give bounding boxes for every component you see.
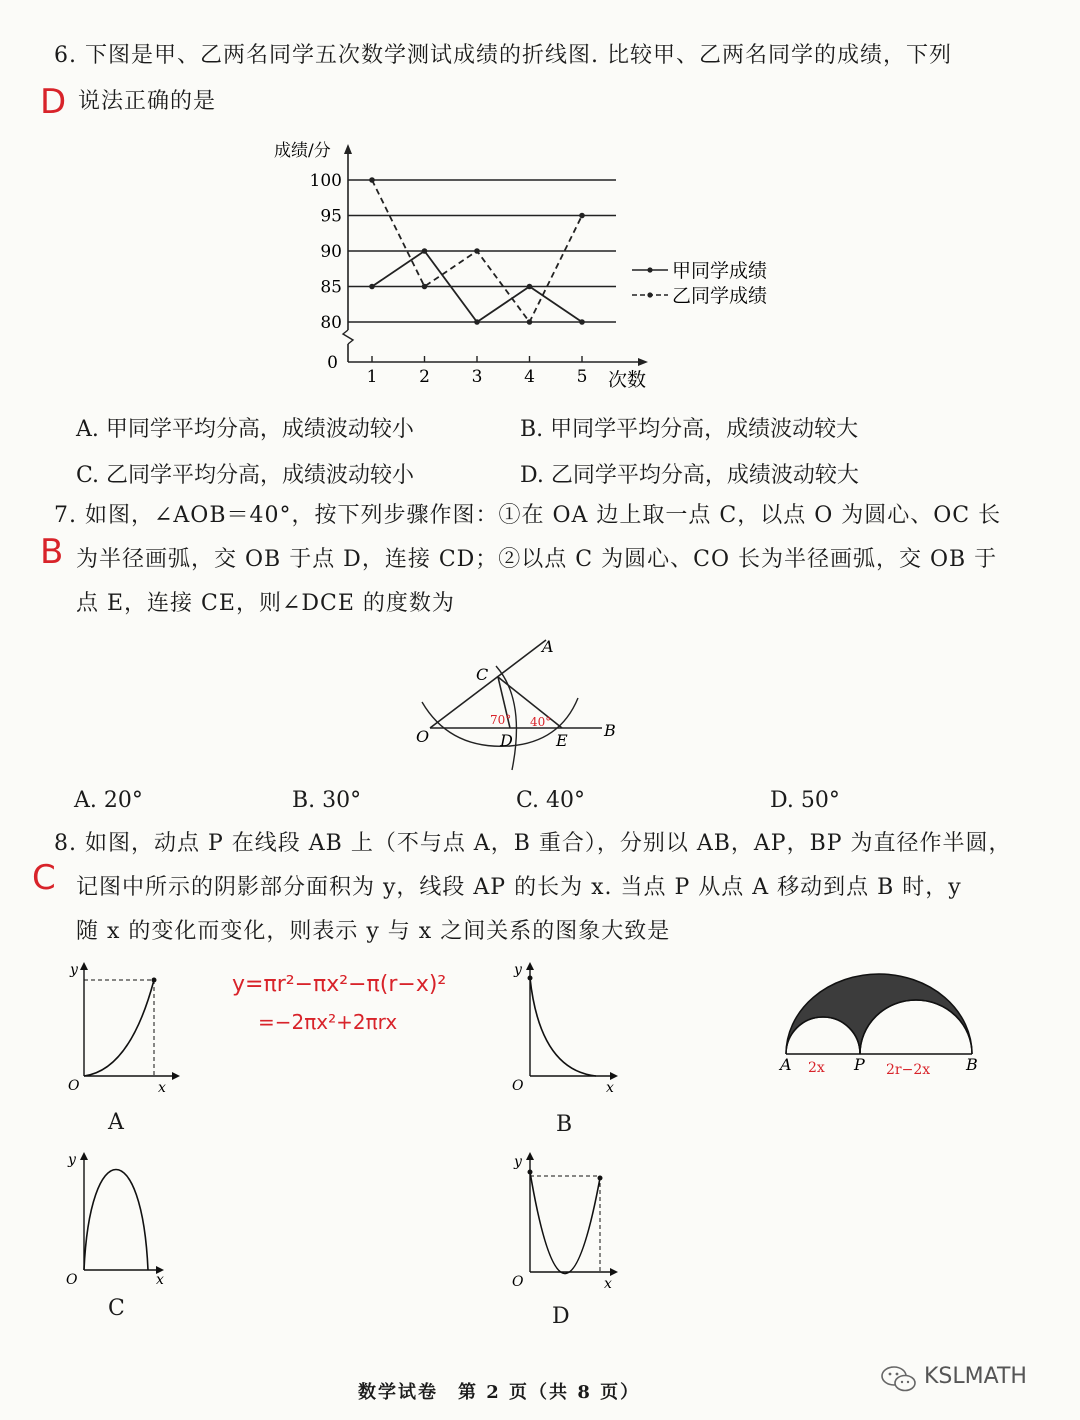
data-point: [579, 319, 585, 325]
curve: [530, 978, 596, 1076]
origin-label: O: [512, 1078, 524, 1094]
q8-semicircle-figure: [770, 968, 990, 1078]
x-tick-label: 2: [419, 367, 430, 387]
data-point: [579, 213, 585, 219]
q6-option-a: A. 甲同学平均分高，成绩波动较小: [76, 417, 414, 442]
x-axis-arrow-icon: [172, 1072, 180, 1080]
data-point: [369, 177, 375, 183]
q7-line2: 为半径画弧，交 OB 于点 D，连接 CD；②以点 C 为圆心、CO 长为半径画弧，交 OB 于: [76, 547, 998, 572]
curve: [530, 1172, 600, 1274]
curve: [84, 1170, 148, 1271]
y-axis-arrow-icon: [526, 1152, 534, 1160]
end-point: [598, 1176, 603, 1181]
q8-line2: 记图中所示的阴影部分面积为 y，线段 AP 的长为 x. 当点 P 从点 A 移动到点 B 时，y: [76, 875, 962, 900]
label-b: B: [604, 721, 616, 740]
y-label: y: [514, 962, 522, 978]
q7-option-b: B. 30°: [292, 788, 362, 813]
q6-option-b: B. 甲同学平均分高，成绩波动较大: [520, 417, 859, 442]
watermark: [880, 1362, 1050, 1396]
q7-line3: 点 E，连接 CE，则∠DCE 的度数为: [76, 591, 455, 616]
origin-label: 0: [327, 353, 338, 373]
label-p: P: [854, 1055, 865, 1074]
origin-label: O: [66, 1272, 78, 1286]
x-tick-label: 4: [524, 367, 535, 387]
y-axis-arrow-icon: [344, 144, 352, 154]
x-axis-arrow-icon: [638, 358, 648, 366]
label-c: C: [476, 665, 489, 684]
end-point: [152, 978, 157, 983]
axis-break-icon: [343, 330, 353, 344]
y-label: y: [514, 1154, 522, 1170]
x-tick-label: 5: [576, 367, 588, 387]
segment-label-2x: 2x: [808, 1060, 825, 1076]
data-point: [422, 248, 428, 254]
q7-answer-mark: B: [40, 532, 64, 572]
x-axis-arrow-icon: [610, 1072, 618, 1080]
label-a: A: [542, 637, 554, 656]
q7-option-c: C. 40°: [516, 788, 586, 813]
label-e: E: [556, 731, 568, 750]
q7-option-a: A. 20°: [74, 788, 143, 813]
data-point: [474, 248, 480, 254]
q8-line1: 8. 如图，动点 P 在线段 AB 上（不与点 A，B 重合），分别以 AB，AP，BP 为直径作半圆，: [54, 831, 1012, 856]
ray-oa: [430, 640, 546, 728]
legend-label: 甲同学成绩: [672, 260, 768, 282]
q8-graph-a-caption: A: [108, 1110, 124, 1135]
q7-option-d: D. 50°: [770, 788, 840, 813]
data-point: [369, 284, 375, 290]
y-tick-label: 90: [320, 242, 342, 262]
start-point: [528, 1170, 533, 1175]
annotation-70: 70°: [490, 713, 512, 727]
origin-label: O: [512, 1274, 524, 1290]
data-point: [422, 284, 428, 290]
segment-label-2r-2x: 2r−2x: [886, 1062, 931, 1078]
x-tick-label: 3: [471, 367, 483, 387]
q8-graph-c: [60, 1146, 180, 1286]
x-label: x: [156, 1272, 164, 1286]
q6-line2: 说法正确的是: [78, 89, 217, 114]
x-label: x: [604, 1276, 612, 1292]
q8-graph-d-caption: D: [552, 1304, 570, 1329]
q6-answer-mark: D: [40, 82, 67, 122]
q8-answer-mark: C: [32, 858, 56, 898]
q6-option-d: D. 乙同学平均分高，成绩波动较大: [520, 463, 859, 488]
q7-line1: 7. 如图，∠AOB＝40°，按下列步骤作图：①在 OA 边上取一点 C，以点 O 为圆心、OC 长: [54, 503, 1002, 528]
y-tick-label: 85: [320, 277, 342, 298]
q8-graph-a: [60, 958, 180, 1098]
x-axis-arrow-icon: [610, 1268, 618, 1276]
label-b: B: [966, 1055, 978, 1074]
q7-angle-figure: [400, 630, 640, 780]
y-tick-label: 95: [320, 206, 342, 227]
page-footer: 数学试卷 第 2 页（共 8 页）: [358, 1382, 641, 1403]
wechat-icon: [880, 1364, 918, 1394]
start-point: [528, 976, 533, 981]
legend-marker: [647, 267, 652, 272]
q8-graph-b: [506, 958, 626, 1098]
q6-line1: 6. 下图是甲、乙两名同学五次数学测试成绩的折线图. 比较甲、乙两名同学的成绩，下列: [54, 43, 952, 68]
watermark-text: KSLMATH: [924, 1364, 1027, 1389]
legend-marker: [647, 292, 652, 297]
label-o: O: [416, 727, 430, 746]
q8-graph-b-caption: B: [556, 1112, 573, 1137]
y-axis-label: 成绩/分: [274, 141, 331, 161]
annotation-40: 40°: [530, 715, 552, 729]
label-d: D: [500, 731, 513, 750]
data-point: [474, 319, 480, 325]
score-line-chart: [260, 130, 820, 405]
q8-line3: 随 x 的变化而变化，则表示 y 与 x 之间关系的图象大致是: [76, 919, 671, 944]
y-label: y: [68, 1152, 76, 1168]
y-tick-label: 100: [309, 171, 342, 191]
q8-hand-formula-1: y=πr²−πx²−π(r−x)²: [232, 972, 447, 997]
y-axis-arrow-icon: [526, 962, 534, 970]
q6-option-c: C. 乙同学平均分高，成绩波动较小: [76, 463, 415, 488]
origin-label: O: [68, 1078, 80, 1094]
x-label: x: [606, 1080, 614, 1096]
q8-hand-formula-2: =−2πx²+2πrx: [258, 1010, 398, 1034]
x-label: x: [158, 1080, 166, 1096]
y-tick-label: 80: [320, 313, 342, 333]
y-axis-arrow-icon: [80, 1152, 88, 1160]
y-label: y: [70, 962, 78, 978]
label-a: A: [780, 1055, 792, 1074]
x-axis-label: 次数: [608, 369, 647, 391]
curve: [84, 980, 154, 1076]
x-tick-label: 1: [366, 367, 378, 387]
data-point: [527, 319, 533, 325]
data-point: [527, 284, 533, 290]
q8-graph-d: [506, 1146, 626, 1296]
legend-label: 乙同学成绩: [672, 285, 768, 307]
y-axis-arrow-icon: [80, 962, 88, 970]
q8-graph-c-caption: C: [108, 1296, 125, 1321]
